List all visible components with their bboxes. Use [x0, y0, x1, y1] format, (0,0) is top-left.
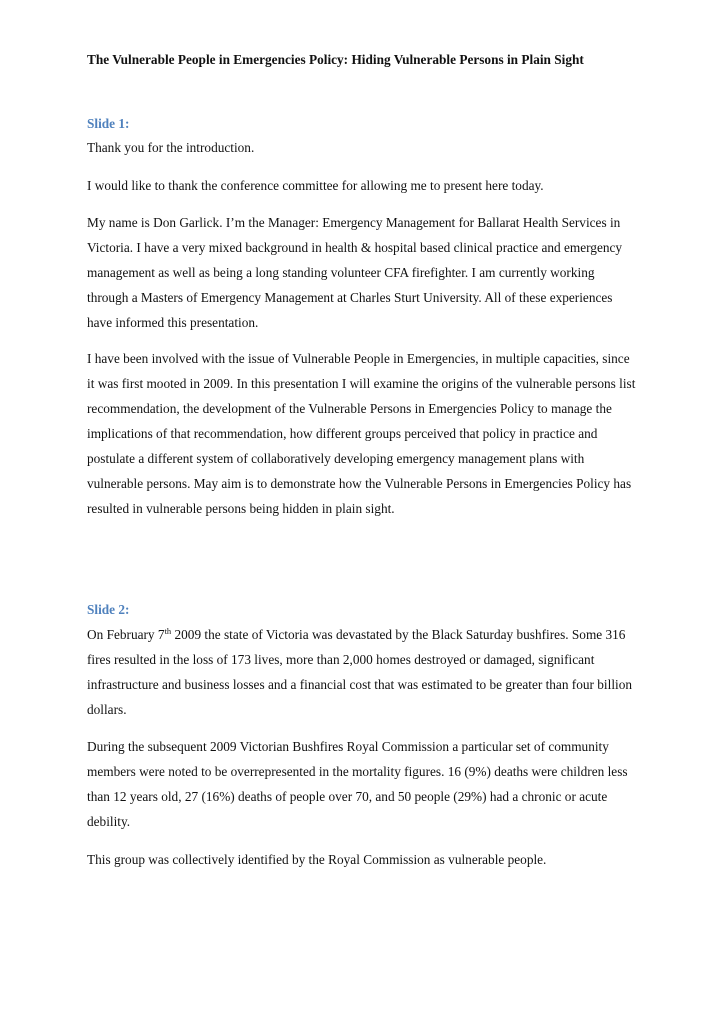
slide-2-paragraph-3: This group was collectively identified by the Royal Commission as vulnerable people. [87, 852, 547, 867]
slide-2-paragraph-1 [87, 622, 639, 722]
document-title: The Vulnerable People in Emergencies Policy: Hiding Vulnerable Persons in Plain Sight [87, 52, 584, 67]
slide-1-paragraph-3: My name is Don Garlick. I’m the Manager: Emergency Management for Ballarat Health Services in Victoria. I have a very mixed background in health & hospital based clinical practice and emergency management as well as being a long standing volunteer CFA firefighter. I am currently working through a Masters of Emergency Management at Charles Sturt University. All of these experiences have informed this presentation. [87, 215, 623, 330]
ordinal-suffix: th [164, 626, 172, 636]
slide-2-paragraph-1-rest: 2009 the state of Victoria was devastated by the Black Saturday bushfires. Some 316 fires resulted in the loss of 173 lives, more than 2,000 homes destroyed or damaged, significant infrastructure and business losses and a financial cost that was estimated to be greater than four billion dollars. [87, 627, 633, 717]
slide-1-paragraph-1: Thank you for the introduction. [87, 140, 255, 155]
slide-1-paragraph-4: I have been involved with the issue of Vulnerable People in Emergencies, in multiple capacities, since it was first mooted in 2009. In this presentation I will examine the origins of the vulnerable persons list recommendation, the development of the Vulnerable Persons in Emergencies Policy to manage the implications of that recommendation, how different groups perceived that policy in practice and postulate a different system of collaboratively developing emergency management plans with vulnerable persons. May aim is to demonstrate how the Vulnerable Persons in Emergencies Policy has resulted in vulnerable persons being hidden in plain sight. [87, 351, 636, 516]
slide-2-heading: Slide 2: [87, 602, 130, 617]
slide-2-paragraph-1-lead: On February 7 [87, 627, 165, 642]
slide-1-heading: Slide 1: [87, 116, 130, 131]
slide-1-paragraph-2: I would like to thank the conference committee for allowing me to present here today. [87, 178, 544, 193]
slide-2-paragraph-2: During the subsequent 2009 Victorian Bushfires Royal Commission a particular set of community members were noted to be overrepresented in the mortality figures. 16 (9%) deaths were children less than 12 years old, 27 (16%) deaths of people over 70, and 50 people (29%) had a chronic or acute debility. [87, 739, 628, 829]
